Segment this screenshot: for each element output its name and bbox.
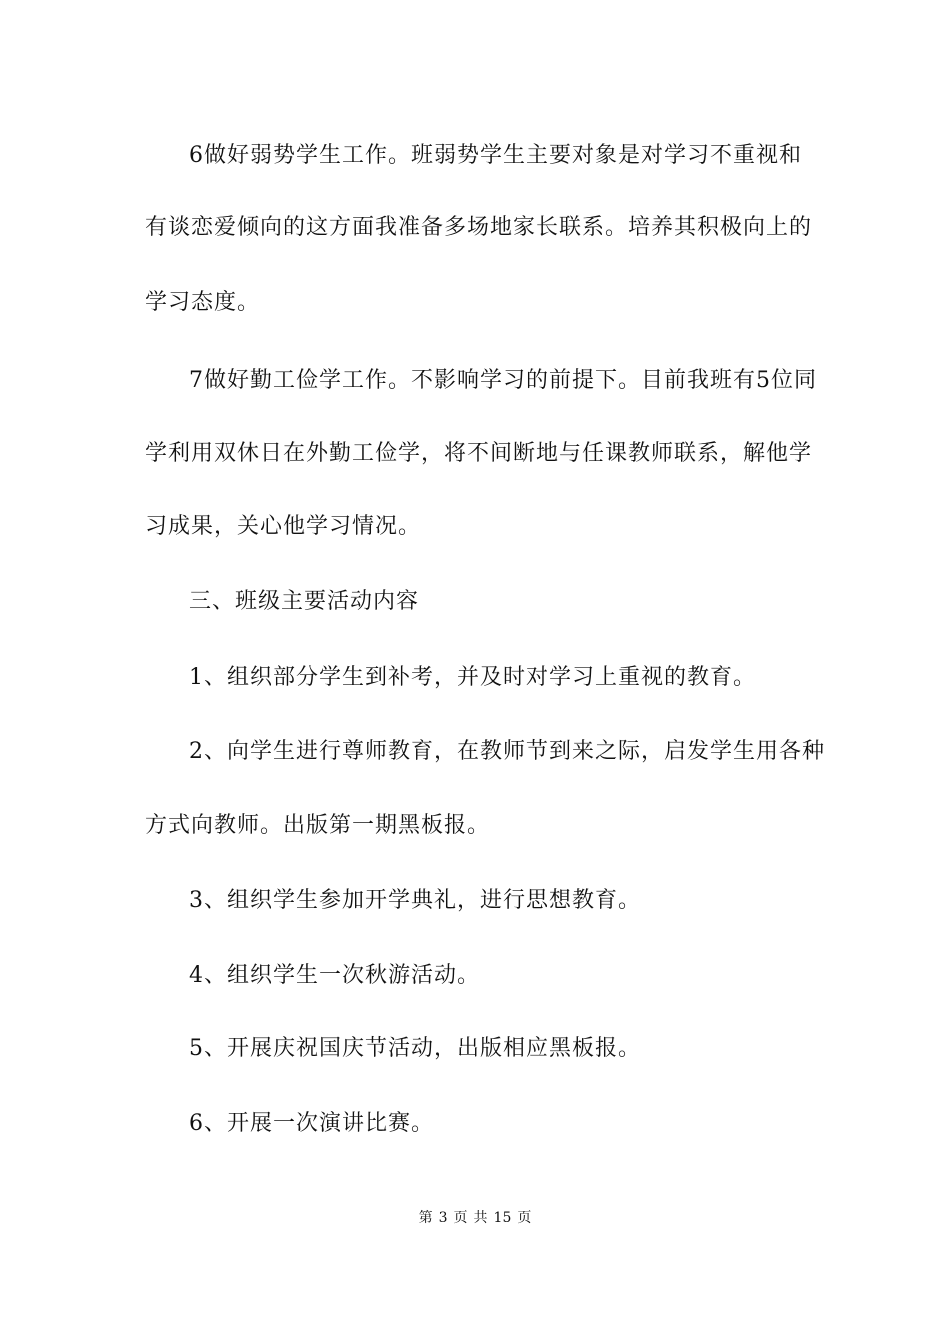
page-footer	[0, 1208, 950, 1228]
list-item: 6、开展一次演讲比赛。	[189, 1111, 434, 1136]
footer-total-unit: 页	[517, 1210, 532, 1226]
footer-total-prefix: 共	[473, 1210, 488, 1226]
paragraph-line: 7做好勤工俭学工作。不影响学习的前提下。目前我班有5位同	[189, 368, 817, 393]
list-item-continuation: 方式向教师。出版第一期黑板报。	[145, 813, 491, 838]
list-item: 3、组织学生参加开学典礼，进行思想教育。	[189, 888, 641, 913]
footer-current-page: 3	[438, 1210, 448, 1226]
paragraph-line: 有谈恋爱倾向的这方面我准备多场地家长联系。培养其积极向上的	[145, 215, 813, 240]
footer-total-pages: 15	[493, 1210, 512, 1226]
section-heading: 三、班级主要活动内容	[189, 589, 420, 614]
paragraph-line: 6做好弱势学生工作。班弱势学生主要对象是对学习不重视和	[189, 143, 802, 168]
footer-page-unit: 页	[453, 1210, 468, 1226]
footer-prefix: 第	[418, 1210, 433, 1226]
list-item: 1、组织部分学生到补考，并及时对学习上重视的教育。	[189, 665, 756, 690]
paragraph-line: 学习态度。	[145, 290, 261, 315]
list-item: 4、组织学生一次秋游活动。	[189, 963, 480, 988]
list-item: 2、向学生进行尊师教育，在教师节到来之际，启发学生用各种	[189, 739, 825, 764]
list-item: 5、开展庆祝国庆节活动，出版相应黑板报。	[189, 1036, 641, 1061]
paragraph-line: 学利用双休日在外勤工俭学，将不间断地与任课教师联系，解他学	[145, 441, 813, 466]
paragraph-line: 习成果，关心他学习情况。	[145, 514, 422, 539]
